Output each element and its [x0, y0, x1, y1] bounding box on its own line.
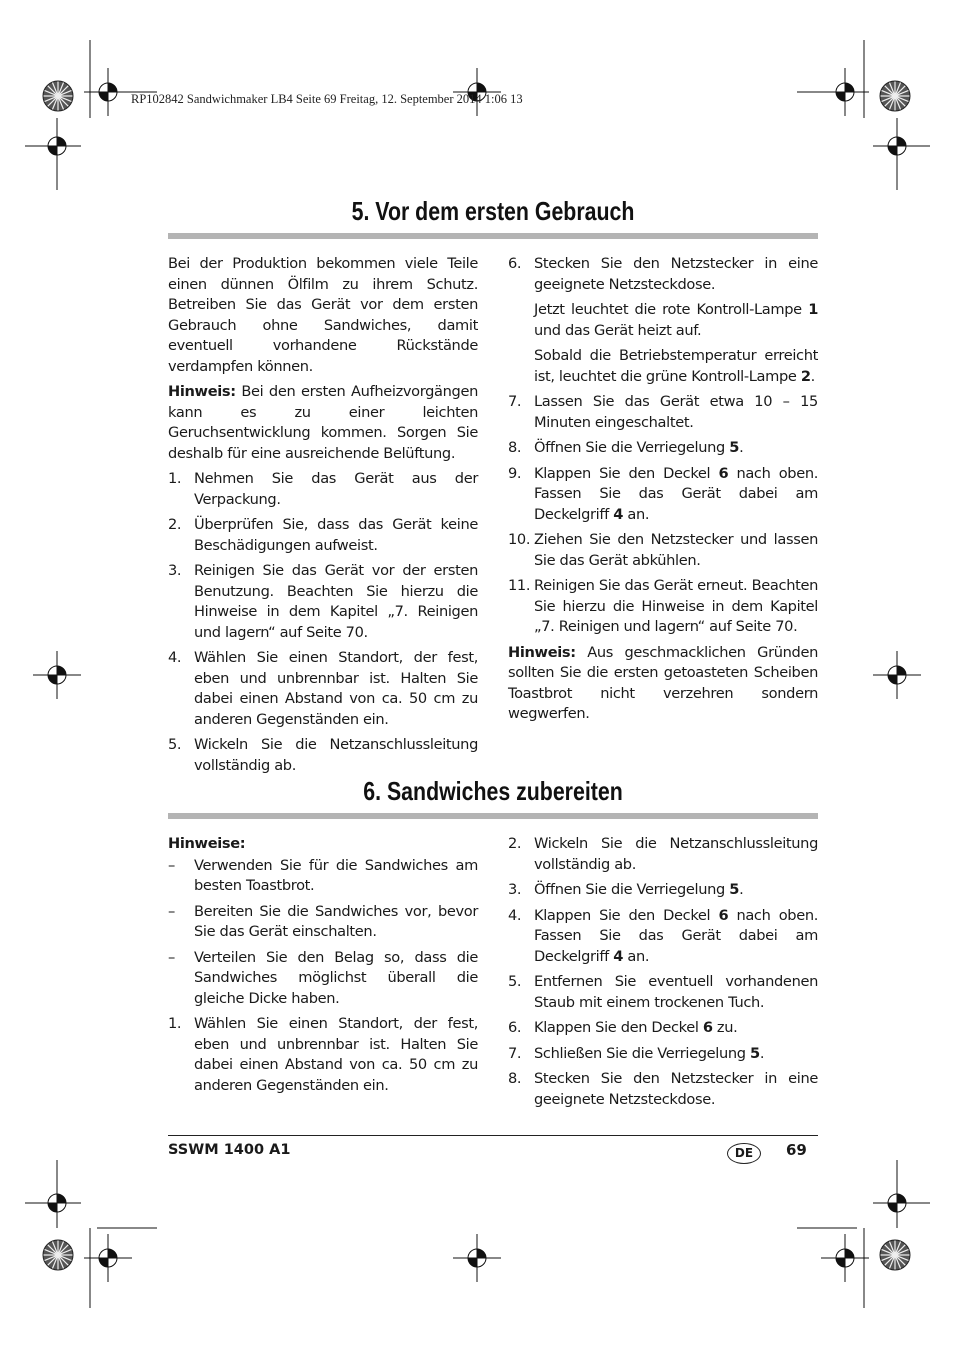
- list-item-continuation: Jetzt leuchtet die rote Kontroll-Lampe 1 und das Gerät heizt auf.: [534, 301, 818, 339]
- list-item: 2. Überprüfen Sie, dass das Gerät keine Beschädigungen aufweist.: [168, 516, 478, 554]
- list-item: 1. Nehmen Sie das Gerät aus der Verpackung.: [168, 470, 478, 508]
- section-5-rule: [168, 233, 818, 239]
- section-5-right-column: [508, 254, 818, 730]
- hint-paragraph: [508, 643, 818, 725]
- list-item: 2. Wickeln Sie die Netzanschlussleitung vollständig ab.: [508, 835, 818, 873]
- list-item: 6. Stecken Sie den Netzstecker in eine geeignete Netzsteckdose.: [508, 255, 818, 293]
- list-item: 10. Ziehen Sie den Netzstecker und lassen Sie das Gerät abkühlen.: [508, 531, 818, 569]
- list-item: 4. Klappen Sie den Deckel 6 nach oben. Fassen Sie das Gerät dabei am Deckelgriff 4 an.: [508, 906, 819, 965]
- list-item: – Verwenden Sie für die Sandwiches am besten Toastbrot.: [168, 856, 478, 894]
- list-item: 11. Reinigen Sie das Gerät erneut. Beachten Sie hierzu die Hinweise in dem Kapitel „7. Reinigen und lagern“ auf Seite 70.: [508, 577, 818, 635]
- list-item-continuation: Sobald die Betriebstemperatur erreicht ist, leuchtet die grüne Kontroll-Lampe 2.: [534, 347, 818, 385]
- list-item: 3. Reinigen Sie das Gerät vor der ersten Benutzung. Beachten Sie hierzu die Hinweise in dem Kapitel „7. Reinigen und lagern“ auf Seite 70.: [168, 562, 478, 641]
- section-5-title: 5. Vor dem ersten Gebrauch: [351, 196, 635, 226]
- list-item: 6. Klappen Sie den Deckel 6 zu.: [508, 1019, 738, 1036]
- footer-rule: [168, 1135, 818, 1136]
- hint-text: Aus geschmacklichen Gründen sollten Sie die ersten getoasteten Scheiben Toastbrot nicht verzehren sondern wegwerfen.: [508, 643, 818, 722]
- list-item: – Bereiten Sie die Sandwiches vor, bevor Sie das Gerät einschalten.: [168, 902, 478, 940]
- language-badge: DE: [727, 1143, 761, 1164]
- list-item: 9. Klappen Sie den Deckel 6 nach oben. Fassen Sie das Gerät dabei am Deckelgriff 4 an.: [508, 464, 819, 523]
- hint-text: Bei den ersten Aufheizvorgängen kann es zu einer leichten Geruchsentwicklung kommen. Sorgen Sie deshalb für eine ausreichende Belüftung.: [168, 383, 478, 462]
- section-6-title: 6. Sandwiches zubereiten: [363, 776, 623, 806]
- list-item: 7. Schließen Sie die Verriegelung 5.: [508, 1044, 765, 1062]
- hint-label: Hinweis:: [168, 383, 236, 400]
- list-item: 5. Entfernen Sie eventuell vorhandenen Staub mit einem trockenen Tuch.: [508, 973, 818, 1011]
- list-item: 8. Öffnen Sie die Verriegelung 5.: [508, 439, 744, 456]
- section-5-left-column: [168, 254, 478, 781]
- hints-heading: Hinweise:: [168, 835, 246, 852]
- model-number: SSWM 1400 A1: [168, 1142, 291, 1158]
- section-6-rule: [168, 813, 818, 819]
- list-item: 5. Wickeln Sie die Netzanschlussleitung vollständig ab.: [168, 736, 478, 774]
- section-6-left-column: [168, 834, 478, 1101]
- list-item: 1. Wählen Sie einen Standort, der fest, eben und unbrennbar ist. Halten Sie dabei einen Abstand von ca. 50 cm zu anderen Gegenständen ein.: [168, 1015, 478, 1094]
- list-item: – Verteilen Sie den Belag so, dass die Sandwiches möglichst überall die gleiche Dicke haben.: [168, 948, 478, 1007]
- print-info-line: RP102842 Sandwichmaker LB4 Seite 69 Freitag, 12. September 2014 1:06 13: [131, 92, 523, 106]
- hint-paragraph: [168, 382, 478, 464]
- list-item: 7. Lassen Sie das Gerät etwa 10 – 15 Minuten eingeschaltet.: [508, 393, 818, 431]
- list-item: 3. Öffnen Sie die Verriegelung 5.: [508, 881, 744, 898]
- list-item: 4. Wählen Sie einen Standort, der fest, eben und unbrennbar ist. Halten Sie dabei einen Abstand von ca. 50 cm zu anderen Gegenständen ein.: [168, 649, 478, 728]
- list-item: 8. Stecken Sie den Netzstecker in eine geeignete Netzsteckdose.: [508, 1070, 818, 1108]
- page-number: 69: [786, 1141, 807, 1159]
- section-6-right-column: [508, 834, 818, 1115]
- hint-label: Hinweis:: [508, 643, 576, 661]
- intro-paragraph: Bei der Produktion bekommen viele Teile einen dünnen Ölfilm zu ihrem Schutz. Betreiben Sie das Gerät vor dem ersten Gebrauch ohne Sandwiches, damit eventuell vorhandene Rückstände verdampfen können.: [168, 255, 478, 375]
